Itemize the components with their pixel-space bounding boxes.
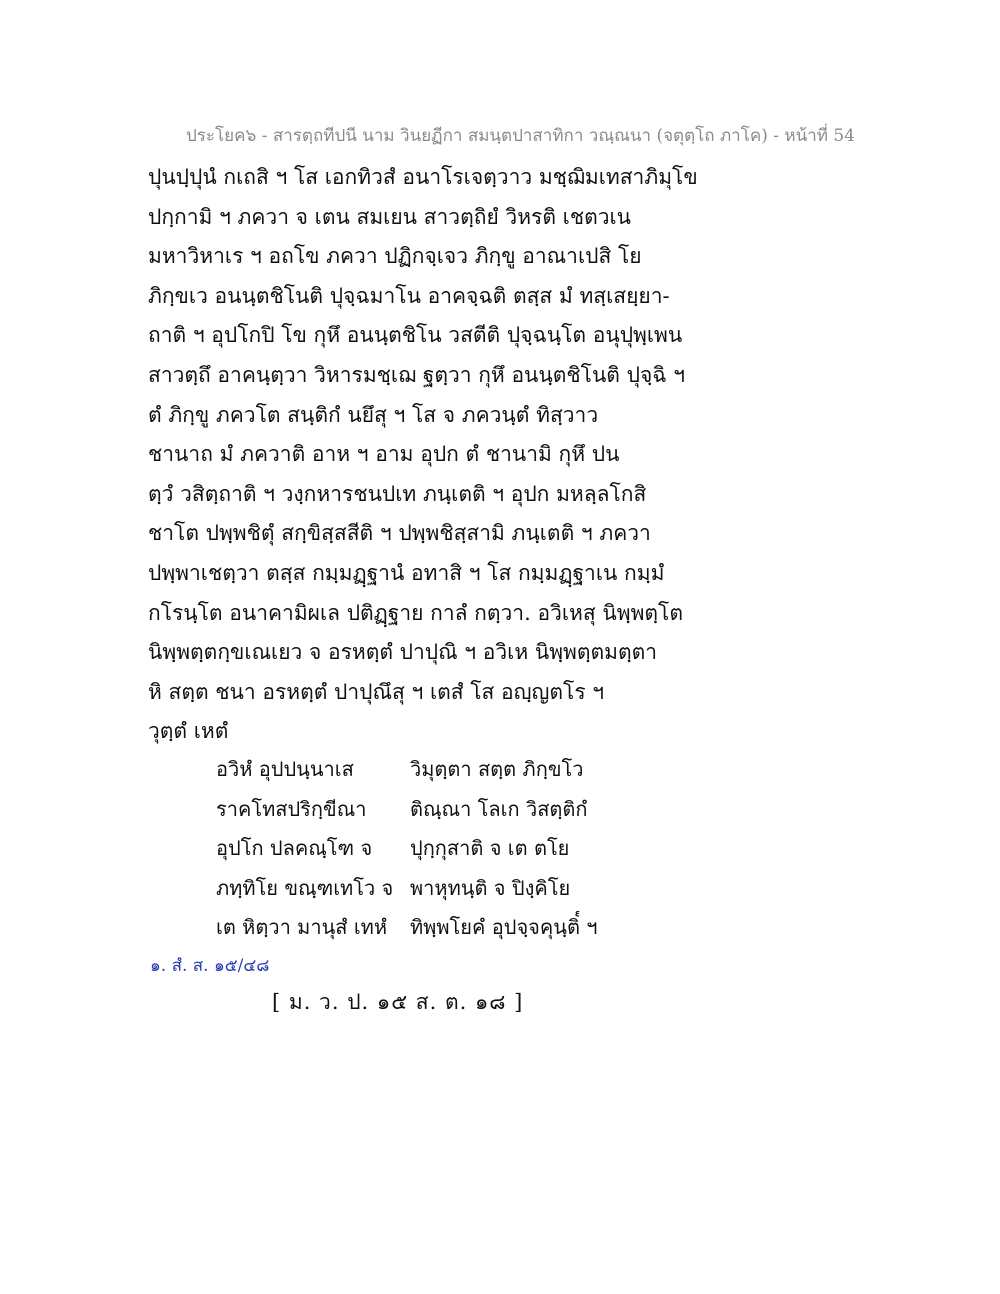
verse-first-half: เต หิตฺวา มานุสํ เทหํ xyxy=(216,915,388,940)
verse-second-half: วิมุตฺตา สตฺต ภิกฺขโว xyxy=(410,757,584,781)
text-line: วุตฺตํ เหตํ xyxy=(148,719,229,744)
page-reference: [ ม. ว. ป. ๑๕ ส. ต. ๑๘ ] xyxy=(272,990,524,1014)
verse-first-half: ราคโทสปริกฺขีณา xyxy=(216,796,367,821)
verse-second-half: ปุกฺกุสาติ จ เต ตโย xyxy=(410,836,570,861)
verse-row xyxy=(216,869,816,909)
text-line: ปกฺกามิ ฯ ภควา จ เตน สมเยน สาวตฺถิยํ วิหรติ เชตวเน xyxy=(148,204,632,229)
text-line: นิพฺพตฺตกฺขเณเยว จ อรหตฺตํ ปาปุณิ ฯ อวิเห นิพฺพตฺตมตฺตา xyxy=(148,640,658,665)
verse-second-half: ติณฺณา โลเก วิสตฺติกํ xyxy=(410,796,588,821)
text-line: ภิกฺขเว อนนฺตชิโนติ ปุจฺฉมาโน อาคจฺฉติ ตสฺส มํ ทสฺเสยฺยา- xyxy=(148,283,670,308)
text-line: มหาวิหาเร ฯ อถโข ภควา ปฏิกจฺเจว ภิกฺขู อาณาเปสิ โย xyxy=(148,244,642,269)
body-text xyxy=(148,158,848,752)
verse-row xyxy=(216,829,816,869)
page-header: ประโยค๖ - สารตฺถทีปนี นาม วินยฏีกา สมนฺตปาสาทิกา วณฺณนา (จตุตฺโถ ภาโค) - หน้าที่ 54 xyxy=(186,126,855,146)
text-line: ชานาถ มํ ภควาติ อาห ฯ อาม อุปก ตํ ชานามิ กุหึ ปน xyxy=(148,442,620,467)
verse-first-half: อุปโก ปลคณฺโฑ จ xyxy=(216,836,373,861)
verse-row xyxy=(216,908,816,948)
text-line: กโรนฺโต อนาคามิผเล ปติฏฺฐาย กาลํ กตฺวา. อวิเหสุ นิพฺพตฺโต xyxy=(148,600,683,625)
text-line: ตํ ภิกฺขู ภควโต สนฺติกํ นยึสุ ฯ โส จ ภควนฺตํ ทิสฺวาว xyxy=(148,402,599,427)
verse-row xyxy=(216,750,816,790)
text-line: ชาโต ปพฺพชิตุํ สกฺขิสฺสสีติ ฯ ปพฺพชิสฺสามิ ภนฺเตติ ฯ ภควา xyxy=(148,521,651,546)
verse-row xyxy=(216,790,816,830)
text-line: สาวตฺถึ อาคนฺตฺวา วิหารมชฺเฌ ฐตฺวา กุหึ อนนฺตชิโนติ ปุจฺฉิ ฯ xyxy=(148,362,686,387)
text-line: ตฺวํ วสิตฺถาติ ฯ วงฺกหารชนปเท ภนฺเตติ ฯ อุปก มหลฺลโกสิ xyxy=(148,481,647,506)
text-line: หิ สตฺต ชนา อรหตฺตํ ปาปุณึสุ ฯ เตสํ โส อญฺญตโร ฯ xyxy=(148,679,605,704)
footnote: ๑. สํ. ส. ๑๕/๔๘ xyxy=(150,956,270,976)
verse-block xyxy=(216,750,816,948)
text-line: ปุนปฺปุนํ กเถสิ ฯ โส เอกทิวสํ อนาโรเจตฺวาว มชฺฌิมเทสาภิมุโข xyxy=(148,165,698,189)
verse-first-half: ภทฺทิโย ขณฺฑเทโว จ xyxy=(216,875,394,900)
text-line: ถาติ ฯ อุปโกปิ โข กุหึ อนนฺตชิโน วสตีติ ปุจฺฉนฺโต อนุปุพฺเพน xyxy=(148,323,683,348)
verse-first-half: อวิหํ อุปปนฺนาเส xyxy=(216,757,354,781)
text-line: ปพฺพาเชตฺวา ตสฺส กมฺมฏฺฐานํ อทาสิ ฯ โส กมฺมฏฺฐาเน กมฺมํ xyxy=(148,560,665,585)
verse-second-half: ทิพฺพโยคํ อุปจฺจคุนฺติ๎ ฯ xyxy=(410,915,598,940)
verse-second-half: พาหุทนฺติ จ ปิงฺคิโย xyxy=(410,875,571,900)
